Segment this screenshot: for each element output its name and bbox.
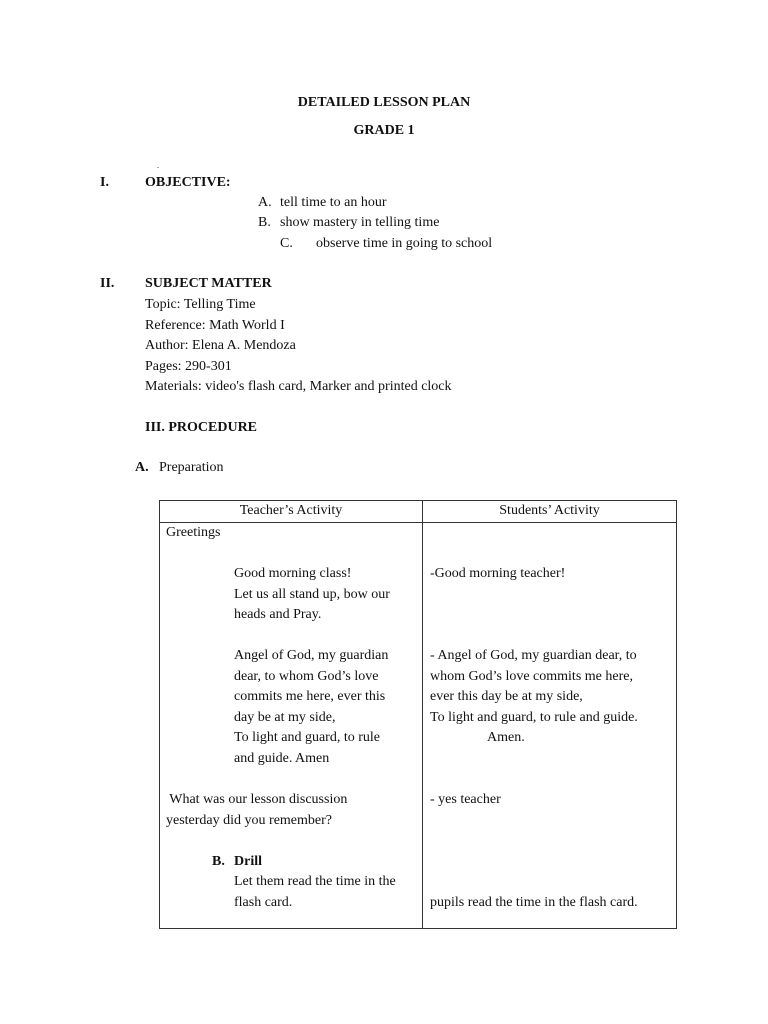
student-line: Amen. <box>487 729 525 745</box>
drill-title: Drill <box>234 853 262 869</box>
teacher-activity-header: Teacher’s Activity <box>160 501 423 523</box>
student-line: -Good morning teacher! <box>430 565 566 581</box>
procedure-heading: III. PROCEDURE <box>145 420 258 435</box>
objective-numeral: I. <box>100 175 109 190</box>
teacher-line: commits me here, ever this <box>234 688 386 704</box>
teacher-line: dear, to whom God’s love <box>234 668 379 684</box>
student-line: - yes teacher <box>430 791 501 807</box>
student-line: - Angel of God, my guardian dear, to <box>430 647 637 663</box>
teacher-line: Angel of God, my guardian <box>234 647 389 663</box>
drill-line: Let them read the time in the <box>234 873 396 889</box>
teacher-line: To light and guard, to rule <box>234 729 380 745</box>
greetings-label: Greetings <box>166 524 221 540</box>
objective-item-letter: B. <box>258 215 271 230</box>
teacher-question: What was our lesson discussion <box>166 791 348 807</box>
objective-item-letter: C. <box>280 236 293 251</box>
objective-item-text: tell time to an hour <box>280 195 387 210</box>
subject-matter-author: Author: Elena A. Mendoza <box>145 338 296 353</box>
subject-matter-pages: Pages: 290-301 <box>145 359 232 374</box>
teacher-line: day be at my side, <box>234 709 336 725</box>
procedure-sub-title: Preparation <box>159 460 224 475</box>
subject-matter-reference: Reference: Math World I <box>145 318 285 333</box>
student-line: whom God’s love commits me here, <box>430 668 633 684</box>
teacher-line: Let us all stand up, bow our <box>234 586 390 602</box>
teacher-line: and guide. Amen <box>234 750 330 766</box>
activity-table <box>159 500 677 929</box>
students-activity-cell <box>423 522 677 928</box>
student-line: To light and guard, to rule and guide. <box>430 709 638 725</box>
teacher-activity-cell <box>160 522 423 928</box>
table-row <box>160 522 677 928</box>
teacher-line: Good morning class! <box>234 565 352 581</box>
objective-item-text: observe time in going to school <box>316 236 493 251</box>
student-line: pupils read the time in the flash card. <box>430 894 638 910</box>
table-header-row <box>160 501 677 523</box>
objective-heading: OBJECTIVE: <box>145 175 231 190</box>
document-title: DETAILED LESSON PLAN <box>297 95 471 110</box>
teacher-line: heads and Pray. <box>234 606 322 622</box>
subject-matter-heading: SUBJECT MATTER <box>145 276 272 291</box>
drill-line: flash card. <box>234 894 293 910</box>
drill-letter: B. <box>212 853 225 869</box>
grade-label: GRADE 1 <box>353 123 415 138</box>
objective-item-text: show mastery in telling time <box>280 215 440 230</box>
student-line: ever this day be at my side, <box>430 688 583 704</box>
procedure-sub-letter: A. <box>135 460 149 475</box>
students-activity-header: Students’ Activity <box>423 501 677 523</box>
subject-matter-numeral: II. <box>100 276 115 291</box>
stray-mark: . <box>157 161 159 170</box>
objective-item-letter: A. <box>258 195 272 210</box>
subject-matter-materials: Materials: video's flash card, Marker and printed clock <box>145 379 452 394</box>
teacher-question: yesterday did you remember? <box>166 812 332 828</box>
subject-matter-topic: Topic: Telling Time <box>145 297 256 312</box>
